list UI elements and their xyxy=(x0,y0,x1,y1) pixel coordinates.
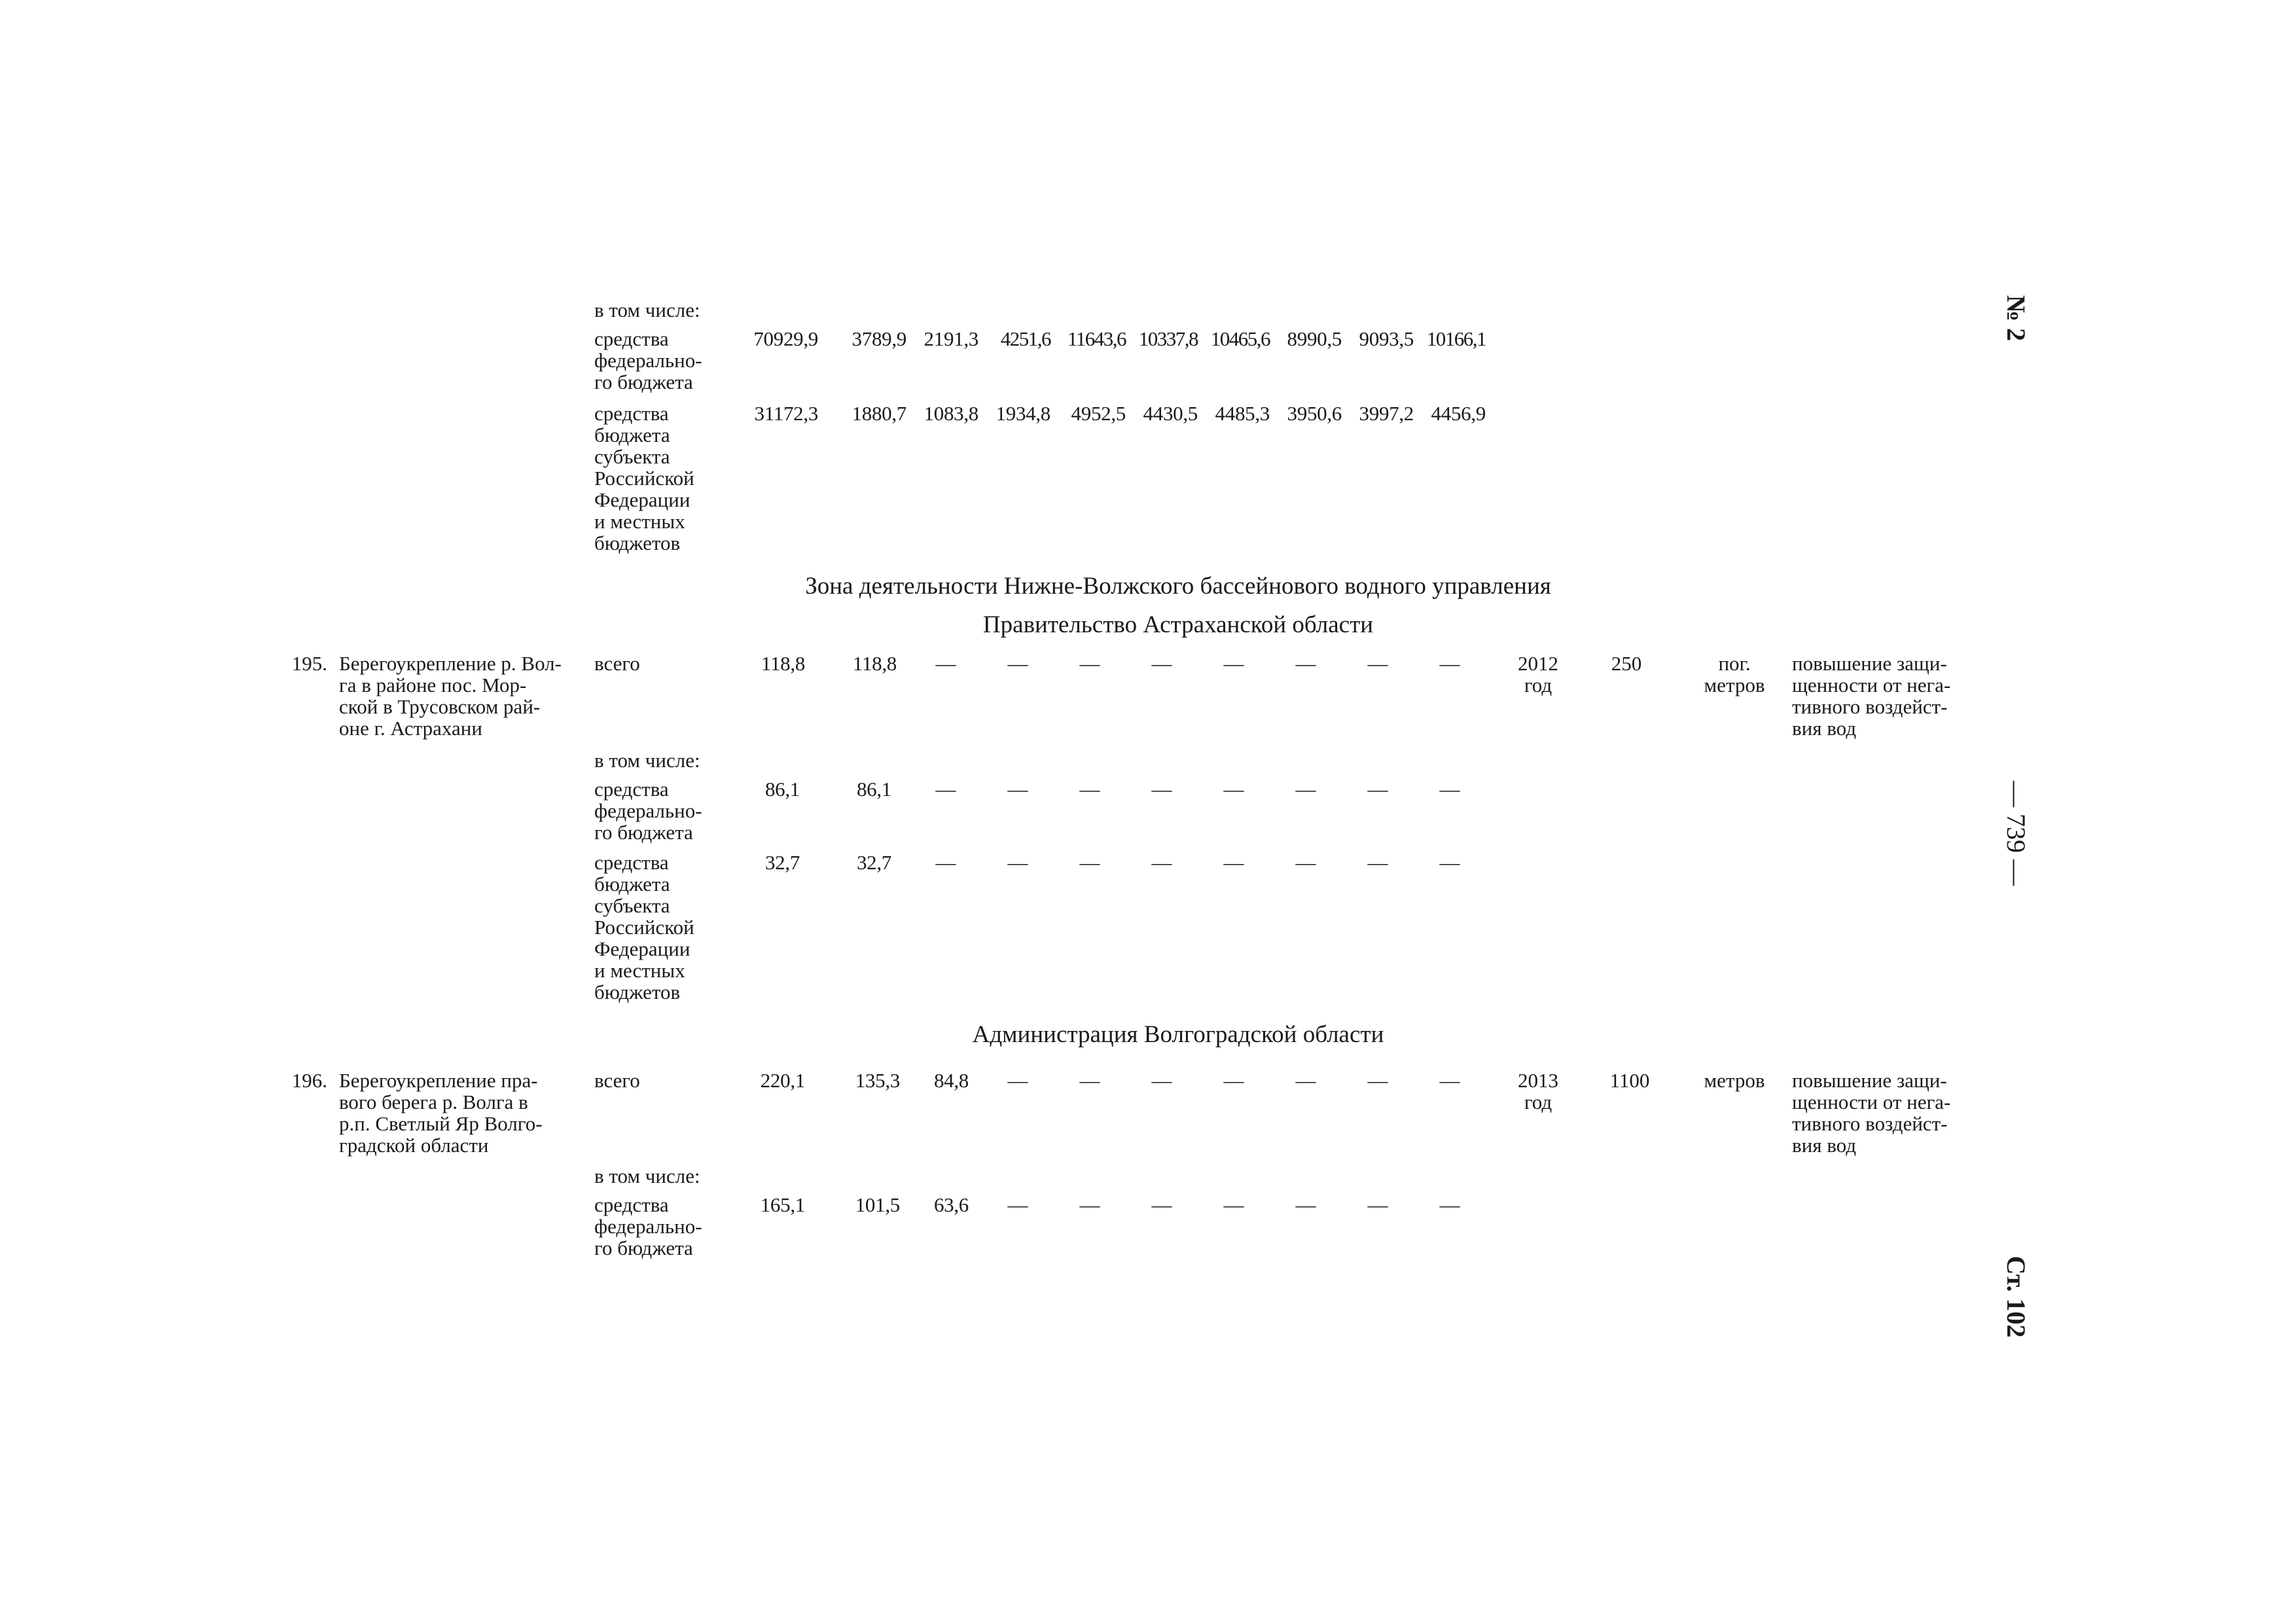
value-y2012: 84,8 xyxy=(933,1069,969,1092)
value-y2013: — xyxy=(1007,1069,1028,1092)
value-y2013: — xyxy=(1007,851,1028,874)
expected-result: повышение защи- щенности от нега- тивного воздейст- вия вод xyxy=(1792,1069,1951,1157)
value-y2012: 2191,3 xyxy=(924,327,978,350)
value-y2019: — xyxy=(1439,1193,1460,1216)
value-y2011: 101,5 xyxy=(855,1193,900,1216)
including-label: в том числе: xyxy=(594,1164,700,1187)
value-y2011: 86,1 xyxy=(856,778,891,801)
value-y2018: 3997,2 xyxy=(1359,402,1414,425)
value-y2011: 1880,7 xyxy=(852,402,906,425)
value-y2018: — xyxy=(1367,1069,1388,1092)
value-total: 165,1 xyxy=(760,1193,805,1216)
value-y2014: 11643,6 xyxy=(1067,327,1126,350)
total-label: всего xyxy=(594,652,640,675)
value-y2013: — xyxy=(1007,652,1028,675)
value-y2016: — xyxy=(1223,652,1244,675)
funding-source-label: средства бюджета субъекта Российской Федерации и местных бюджетов xyxy=(594,851,694,1003)
value-y2012: 1083,8 xyxy=(924,402,978,425)
value-y2013: — xyxy=(1007,1193,1028,1216)
value-y2018: — xyxy=(1367,1193,1388,1216)
expected-result: повышение защи- щенности от нега- тивного воздейст- вия вод xyxy=(1792,652,1951,740)
item-name: Берегоукрепление р. Вол- га в районе пос. Мор- ской в Трусовском рай- оне г. Астрахани xyxy=(339,652,562,740)
value-y2016: — xyxy=(1223,778,1244,801)
value-total: 86,1 xyxy=(764,778,800,801)
value-y2015: — xyxy=(1151,1069,1172,1092)
funding-source-label: средства федерально- го бюджета xyxy=(594,327,702,393)
value-total: 32,7 xyxy=(764,851,800,874)
section-heading: Правительство Астраханской области xyxy=(982,611,1374,638)
article-number: Ст. 102 xyxy=(2001,1255,2031,1338)
value-y2015: — xyxy=(1151,1193,1172,1216)
item-number: 195. xyxy=(291,652,327,675)
value-y2015: 4430,5 xyxy=(1143,402,1198,425)
value-y2014: — xyxy=(1079,851,1100,874)
value-y2016: 10465,6 xyxy=(1210,327,1270,350)
value-y2012: — xyxy=(935,851,956,874)
including-label: в том числе: xyxy=(594,298,700,321)
item-number: 196. xyxy=(291,1069,327,1092)
page-number: — 739 — xyxy=(2001,781,2031,886)
value-y2011: 135,3 xyxy=(855,1069,900,1092)
capacity-unit: пог. метров xyxy=(1704,652,1765,696)
value-y2017: — xyxy=(1295,778,1316,801)
value-y2015: 10337,8 xyxy=(1138,327,1198,350)
value-y2019: — xyxy=(1439,652,1460,675)
value-y2011: 118,8 xyxy=(852,652,897,675)
capacity-value: 1100 xyxy=(1609,1069,1650,1092)
total-label: всего xyxy=(594,1069,640,1092)
value-y2018: — xyxy=(1367,652,1388,675)
value-y2018: — xyxy=(1367,851,1388,874)
value-y2012: 63,6 xyxy=(933,1193,969,1216)
value-y2012: — xyxy=(935,652,956,675)
value-y2017: — xyxy=(1295,851,1316,874)
value-total: 31172,3 xyxy=(754,402,818,425)
value-y2019: — xyxy=(1439,851,1460,874)
value-y2018: 9093,5 xyxy=(1359,327,1414,350)
value-y2013: 1934,8 xyxy=(996,402,1050,425)
value-y2015: — xyxy=(1151,778,1172,801)
zone-heading: Зона деятельности Нижне-Волжского бассейнового водного управления xyxy=(805,573,1551,600)
value-y2017: — xyxy=(1295,652,1316,675)
completion-year: 2013 год xyxy=(1518,1069,1558,1113)
value-y2017: 3950,6 xyxy=(1287,402,1342,425)
value-y2013: 4251,6 xyxy=(1000,327,1050,350)
funding-source-label: средства федерально- го бюджета xyxy=(594,1193,702,1259)
value-y2017: 8990,5 xyxy=(1287,327,1342,350)
issue-number: № 2 xyxy=(2001,295,2031,342)
value-y2011: 3789,9 xyxy=(852,327,906,350)
value-y2019: — xyxy=(1439,1069,1460,1092)
value-y2014: — xyxy=(1079,1193,1100,1216)
funding-source-label: средства бюджета субъекта Российской Федерации и местных бюджетов xyxy=(594,402,694,554)
completion-year: 2012 год xyxy=(1518,652,1558,696)
value-total: 220,1 xyxy=(760,1069,805,1092)
including-label: в том числе: xyxy=(594,749,700,772)
value-y2015: — xyxy=(1151,851,1172,874)
capacity-value: 250 xyxy=(1611,652,1642,675)
value-y2016: 4485,3 xyxy=(1215,402,1270,425)
value-total: 118,8 xyxy=(761,652,805,675)
value-y2014: — xyxy=(1079,1069,1100,1092)
value-y2015: — xyxy=(1151,652,1172,675)
value-y2017: — xyxy=(1295,1069,1316,1092)
value-y2018: — xyxy=(1367,778,1388,801)
item-name: Берегоукрепление пра- вого берега р. Волга в р.п. Светлый Яр Волго- градской области xyxy=(339,1069,543,1157)
capacity-unit: метров xyxy=(1704,1069,1765,1092)
value-y2011: 32,7 xyxy=(856,851,891,874)
value-y2016: — xyxy=(1223,851,1244,874)
value-y2012: — xyxy=(935,778,956,801)
funding-source-label: средства федерально- го бюджета xyxy=(594,778,702,844)
value-y2013: — xyxy=(1007,778,1028,801)
value-y2019: 10166,1 xyxy=(1426,327,1486,350)
value-y2014: — xyxy=(1079,778,1100,801)
value-y2016: — xyxy=(1223,1193,1244,1216)
value-y2019: 4456,9 xyxy=(1431,402,1486,425)
section-heading: Администрация Волгоградской области xyxy=(972,1021,1384,1048)
value-y2014: — xyxy=(1079,652,1100,675)
value-y2019: — xyxy=(1439,778,1460,801)
value-total: 70929,9 xyxy=(753,327,818,350)
value-y2014: 4952,5 xyxy=(1071,402,1126,425)
value-y2017: — xyxy=(1295,1193,1316,1216)
value-y2016: — xyxy=(1223,1069,1244,1092)
